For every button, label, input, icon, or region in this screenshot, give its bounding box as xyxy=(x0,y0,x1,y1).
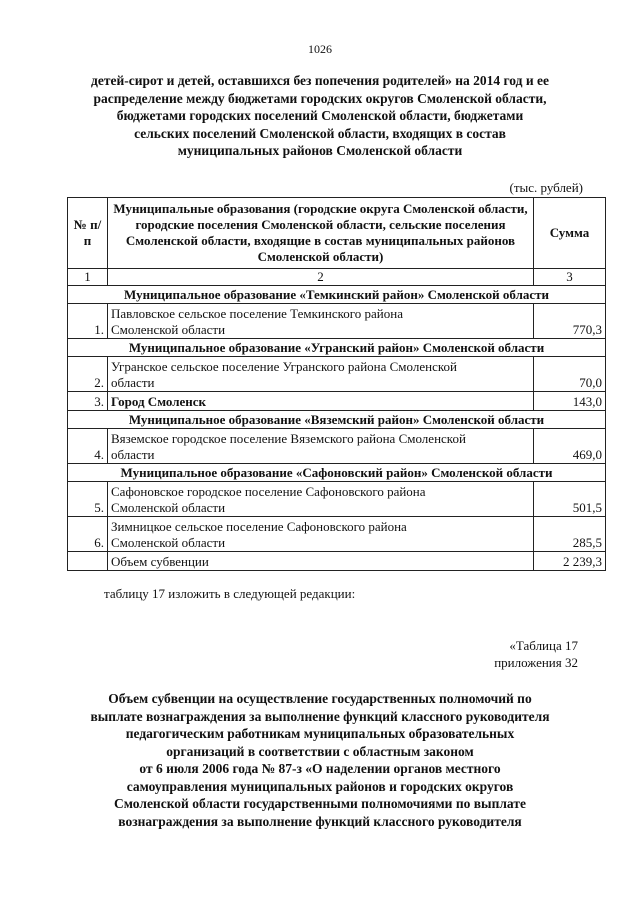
group-title: Муниципальное образование «Темкинский район» Смоленской области xyxy=(68,286,606,304)
row-name-line: области xyxy=(111,447,155,462)
total-row xyxy=(68,552,606,571)
row-name-line: Павловское сельское поселение Темкинского района xyxy=(111,306,403,321)
row-name-line: Сафоновское городское поселение Сафоновского района xyxy=(111,484,426,499)
table-row xyxy=(68,429,606,464)
total-amount: 2 239,3 xyxy=(534,552,606,571)
row-name-line: области xyxy=(111,375,155,390)
row-amount: 770,3 xyxy=(534,304,606,339)
row-num: 4. xyxy=(68,429,108,464)
row-name-line: Угранское сельское поселение Угранского района Смоленской xyxy=(111,359,457,374)
table-row xyxy=(68,392,606,411)
group-title: Муниципальное образование «Вяземский район» Смоленской области xyxy=(68,411,606,429)
heading-line: распределение между бюджетами городских округов Смоленской области, xyxy=(93,90,547,106)
row-name-line: Смоленской области xyxy=(111,535,226,550)
row-name-line: Зимницкое сельское поселение Сафоновского района xyxy=(111,519,407,534)
heading-line: Смоленской области государственными полномочиями по выплате xyxy=(114,796,526,811)
document-heading-bottom xyxy=(60,690,580,830)
header-num: № п/п xyxy=(68,198,108,269)
table-reference-line: «Таблица 17 xyxy=(509,638,578,653)
heading-line: детей-сирот и детей, оставшихся без попечения родителей» на 2014 год и ее xyxy=(91,73,549,88)
total-num-empty xyxy=(68,552,108,571)
heading-line: от 6 июля 2006 года № 87-з «О наделении органов местного xyxy=(139,761,501,776)
table-row xyxy=(68,304,606,339)
row-num: 1. xyxy=(68,304,108,339)
header-amount: Сумма xyxy=(534,198,606,269)
page-number: 1026 xyxy=(308,42,332,56)
row-name-line: Смоленской области xyxy=(111,500,226,515)
row-num: 5. xyxy=(68,482,108,517)
row-name-line: Смоленской области xyxy=(111,322,226,337)
units-label: (тыс. рублей) xyxy=(509,180,583,195)
index-cell: 2 xyxy=(108,269,534,286)
table-reference xyxy=(494,637,578,671)
table-index-row xyxy=(68,269,606,286)
heading-line: муниципальных районов Смоленской области xyxy=(177,143,463,158)
row-name xyxy=(108,357,534,392)
heading-line: вознаграждения за выполнение функций классного руководителя xyxy=(118,813,522,829)
row-amount: 143,0 xyxy=(534,392,606,411)
subvention-table xyxy=(67,197,606,571)
heading-line: Объем субвенции на осуществление государственных полномочий по xyxy=(108,691,532,706)
row-name: Город Смоленск xyxy=(108,392,534,411)
group-row xyxy=(68,286,606,304)
heading-line: выплате вознаграждения за выполнение функций классного руководителя xyxy=(90,708,550,724)
row-name xyxy=(108,517,534,552)
heading-line: самоуправления муниципальных районов и городских округов xyxy=(126,778,514,794)
group-title: Муниципальное образование «Сафоновский район» Смоленской области xyxy=(68,464,606,482)
row-name xyxy=(108,429,534,464)
table-row xyxy=(68,482,606,517)
total-label: Объем субвенции xyxy=(108,552,534,571)
group-row xyxy=(68,464,606,482)
heading-line: педагогическим работникам муниципальных образовательных xyxy=(125,726,515,741)
table-row xyxy=(68,357,606,392)
group-title: Муниципальное образование «Угранский район» Смоленской области xyxy=(68,339,606,357)
table-row xyxy=(68,517,606,552)
index-cell: 3 xyxy=(534,269,606,286)
heading-line: сельских поселений Смоленской области, входящих в состав xyxy=(134,125,506,141)
row-amount: 469,0 xyxy=(534,429,606,464)
document-heading-top xyxy=(70,72,570,160)
table-reference-line: приложения 32 xyxy=(494,655,578,670)
index-cell: 1 xyxy=(68,269,108,286)
heading-line: бюджетами городских поселений Смоленской области, бюджетами xyxy=(116,108,524,123)
row-num: 3. xyxy=(68,392,108,411)
group-row xyxy=(68,339,606,357)
heading-line: организаций в соответствии с областным законом xyxy=(166,743,474,759)
row-name xyxy=(108,304,534,339)
row-num: 2. xyxy=(68,357,108,392)
row-num: 6. xyxy=(68,517,108,552)
row-amount: 70,0 xyxy=(534,357,606,392)
row-name-line: Вяземское городское поселение Вяземского района Смоленской xyxy=(111,431,466,446)
row-amount: 285,5 xyxy=(534,517,606,552)
header-municipality: Муниципальные образования (городские округа Смоленской области, городские поселения Смоленской области, сельские поселения Смоленской области, входящие в состав муниципальных районов Смоленской области) xyxy=(108,198,534,269)
row-amount: 501,5 xyxy=(534,482,606,517)
amendment-text: таблицу 17 изложить в следующей редакции: xyxy=(104,586,356,601)
row-name xyxy=(108,482,534,517)
table-header-row xyxy=(68,198,606,269)
group-row xyxy=(68,411,606,429)
